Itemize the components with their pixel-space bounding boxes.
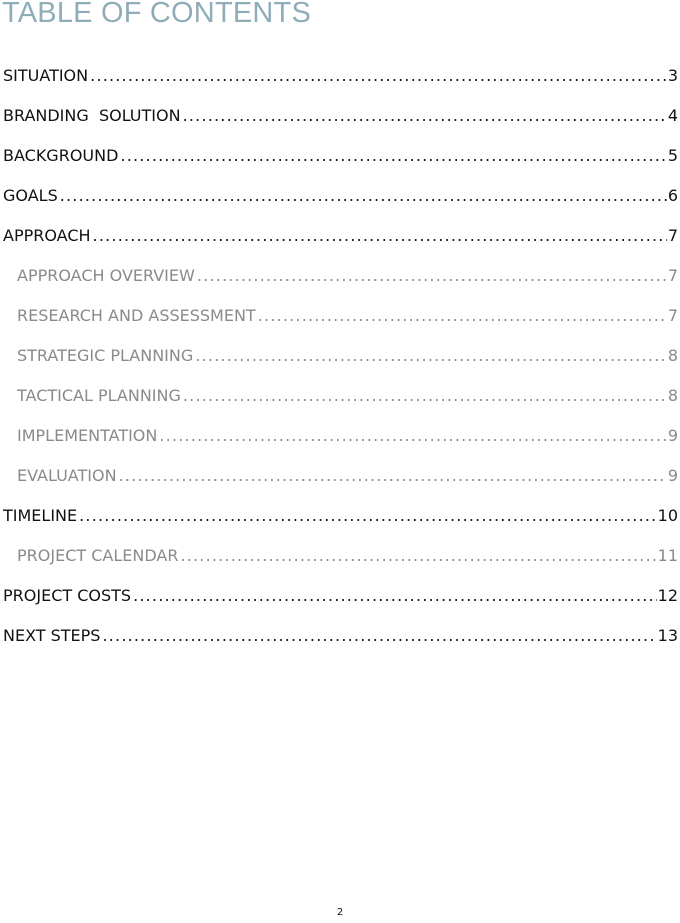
toc-subentry[interactable] xyxy=(3,304,678,344)
toc-entry-page: 9 xyxy=(667,426,678,445)
toc-entry-page: 8 xyxy=(667,386,678,405)
toc-leader-dots xyxy=(90,64,667,88)
toc-subentry[interactable] xyxy=(3,464,678,504)
toc-leader-dots xyxy=(133,584,657,608)
toc-leader-dots xyxy=(79,504,657,528)
toc-entry-page: 7 xyxy=(667,266,678,285)
toc-entry-label: BRANDING SOLUTION xyxy=(3,106,181,125)
toc-entry-label: TIMELINE xyxy=(3,506,78,525)
toc-entry-page: 6 xyxy=(667,186,678,205)
toc-leader-dots xyxy=(60,184,667,208)
toc-leader-dots xyxy=(183,384,667,408)
toc-entry-label: PROJECT COSTS xyxy=(3,586,132,605)
toc-title: TABLE OF CONTENTS xyxy=(2,0,312,29)
toc-leader-dots xyxy=(180,544,656,568)
toc-entry-page: 4 xyxy=(667,106,678,125)
toc-entry[interactable] xyxy=(3,504,678,544)
toc-entry-page: 7 xyxy=(667,306,678,325)
toc-entry-label: TACTICAL PLANNING xyxy=(17,386,181,405)
toc-entry-page: 9 xyxy=(667,466,678,485)
toc-entry-page: 7 xyxy=(667,226,678,245)
toc-entry[interactable] xyxy=(3,144,678,184)
toc-leader-dots xyxy=(120,144,666,168)
toc-subentry[interactable] xyxy=(3,544,678,584)
toc-subentry[interactable] xyxy=(3,384,678,424)
toc-subentry[interactable] xyxy=(3,264,678,304)
toc-entry-page: 3 xyxy=(667,66,678,85)
toc-entry[interactable] xyxy=(3,624,678,664)
toc-leader-dots xyxy=(197,264,667,288)
toc-entry-page: 8 xyxy=(667,346,678,365)
toc-leader-dots xyxy=(119,464,667,488)
toc-entry-label: EVALUATION xyxy=(17,466,117,485)
toc-entry-page: 5 xyxy=(667,146,678,165)
toc-entry-label: APPROACH OVERVIEW xyxy=(17,266,195,285)
toc-subentry[interactable] xyxy=(3,344,678,384)
toc-entry-label: STRATEGIC PLANNING xyxy=(17,346,194,365)
toc-entry-label: GOALS xyxy=(3,186,58,205)
toc-entry-page: 11 xyxy=(657,546,678,565)
toc-entry-label: NEXT STEPS xyxy=(3,626,101,645)
toc-leader-dots xyxy=(183,104,667,128)
toc-entry-page: 12 xyxy=(657,586,678,605)
toc-entry-page: 13 xyxy=(657,626,678,645)
toc-entry-label: RESEARCH AND ASSESSMENT xyxy=(17,306,256,325)
toc-entry-label: APPROACH xyxy=(3,226,91,245)
toc-leader-dots xyxy=(195,344,667,368)
toc-list xyxy=(3,64,678,664)
toc-entry-label: PROJECT CALENDAR xyxy=(17,546,179,565)
toc-entry[interactable] xyxy=(3,584,678,624)
toc-leader-dots xyxy=(159,424,666,448)
toc-entry-label: BACKGROUND xyxy=(3,146,119,165)
toc-entry-label: IMPLEMENTATION xyxy=(17,426,158,445)
toc-leader-dots xyxy=(93,224,667,248)
toc-subentry[interactable] xyxy=(3,424,678,464)
page-number: 2 xyxy=(336,907,344,918)
toc-entry-page: 10 xyxy=(657,506,678,525)
toc-entry-label: SITUATION xyxy=(3,66,89,85)
toc-entry[interactable] xyxy=(3,224,678,264)
toc-leader-dots xyxy=(258,304,667,328)
toc-entry[interactable] xyxy=(3,104,678,144)
toc-leader-dots xyxy=(102,624,656,648)
toc-entry[interactable] xyxy=(3,64,678,104)
toc-entry[interactable] xyxy=(3,184,678,224)
